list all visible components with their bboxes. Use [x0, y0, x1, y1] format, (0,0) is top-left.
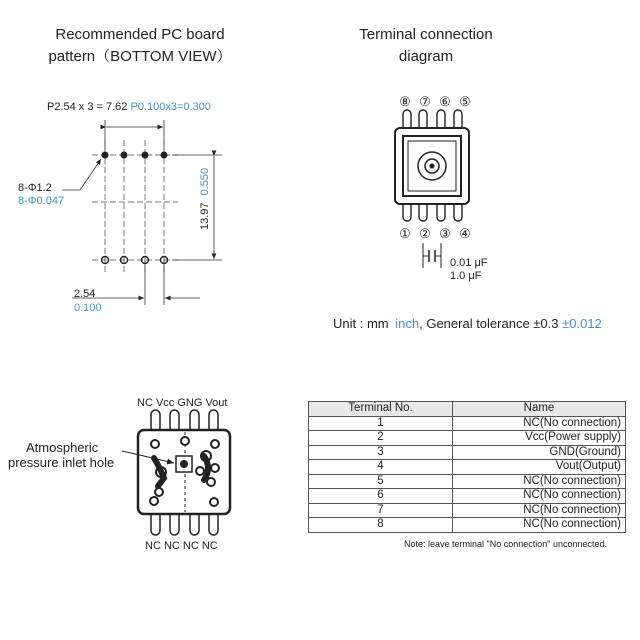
- terminal-no: 1: [309, 416, 453, 431]
- terminal-no: 4: [309, 460, 453, 475]
- header-terminal-no: Terminal No.: [309, 402, 453, 417]
- capacitor-value-2: 1.0 μF: [450, 270, 482, 282]
- terminal-name: NC(No connection): [453, 489, 626, 504]
- pin-number: ③: [439, 226, 451, 241]
- pcb-title: [20, 24, 260, 68]
- height-mm: 13.97: [199, 202, 211, 230]
- height-in: 0.550: [199, 167, 211, 196]
- hole: [102, 152, 109, 159]
- unit-prefix: Unit : mm: [333, 316, 389, 331]
- spacing-mm: 2.54: [74, 288, 96, 300]
- table-row: [309, 460, 626, 475]
- unit-inch: inch: [395, 316, 420, 331]
- callout-line1: Atmospheric: [26, 440, 99, 455]
- pcb-title-line1: Recommended PC board: [55, 26, 225, 43]
- package-bottom-labels: NC NC NC NC: [145, 540, 218, 552]
- terminal-no: 3: [309, 445, 453, 460]
- pin-number: ⑥: [439, 94, 451, 109]
- unit-tolerance: , General tolerance ±0.3: [419, 316, 559, 331]
- pin-number: ⑤: [459, 94, 471, 109]
- hole: [161, 152, 168, 159]
- terminal-table: [308, 401, 626, 533]
- spacing-in: 0.100: [74, 302, 102, 314]
- terminal-no: 5: [309, 474, 453, 489]
- pin-number: ④: [459, 226, 471, 241]
- terminal-no: 7: [309, 503, 453, 518]
- package-drawing: [130, 408, 240, 538]
- table-row: [309, 518, 626, 533]
- terminal-name: Vout(Output): [453, 460, 626, 475]
- pitch-in: P0.100x3=0.300: [130, 101, 211, 113]
- capacitor-labels: [450, 257, 488, 283]
- table-row: [309, 445, 626, 460]
- terminal-name: NC(No connection): [453, 503, 626, 518]
- pitch-mm: P2.54 x 3 = 7.62: [47, 101, 128, 113]
- pin-number: ⑧: [399, 94, 411, 109]
- height-label: [199, 168, 211, 230]
- connection-title: [320, 24, 532, 68]
- hole-label: [18, 182, 64, 208]
- terminal-no: 6: [309, 489, 453, 504]
- terminal-no: 8: [309, 518, 453, 533]
- table-row: [309, 431, 626, 446]
- callout-arrow: [120, 445, 185, 470]
- hole: [121, 152, 128, 159]
- terminal-name: NC(No connection): [453, 518, 626, 533]
- pin-number: ⑦: [419, 94, 431, 109]
- table-note: Note: leave terminal "No connection" unconnected.: [404, 539, 608, 549]
- spacing-label: [74, 287, 102, 315]
- inlet-callout: [8, 440, 114, 470]
- terminal-name: NC(No connection): [453, 474, 626, 489]
- table-row: [309, 474, 626, 489]
- callout-line2: pressure inlet hole: [8, 455, 115, 470]
- pin-number: ②: [419, 226, 431, 241]
- table-row: [309, 416, 626, 431]
- unit-line: [333, 316, 602, 331]
- terminal-no: 2: [309, 431, 453, 446]
- terminal-name: GND(Ground): [453, 445, 626, 460]
- capacitor-value-1: 0.01 μF: [450, 257, 488, 269]
- terminal-name: NC(No connection): [453, 416, 626, 431]
- table-header-row: [309, 402, 626, 417]
- header-name: Name: [453, 402, 626, 417]
- connection-title-line2: diagram: [398, 48, 454, 65]
- connection-title-line1: Terminal connection: [359, 26, 493, 43]
- hole-mm: 8-Φ1.2: [18, 182, 52, 194]
- terminal-name: Vcc(Power supply): [453, 431, 626, 446]
- table-row: [309, 489, 626, 504]
- pcb-title-line2: pattern（BOTTOM VIEW）: [48, 48, 232, 65]
- hole: [142, 152, 149, 159]
- unit-tolerance-in: ±0.012: [562, 316, 602, 331]
- table-row: [309, 503, 626, 518]
- pin-number: ①: [399, 226, 411, 241]
- hole-in: 8-Φ0.047: [18, 195, 65, 207]
- package-top-labels: NC Vcc GNG Vout: [137, 397, 228, 409]
- bottom-pin-numbers: [395, 226, 475, 242]
